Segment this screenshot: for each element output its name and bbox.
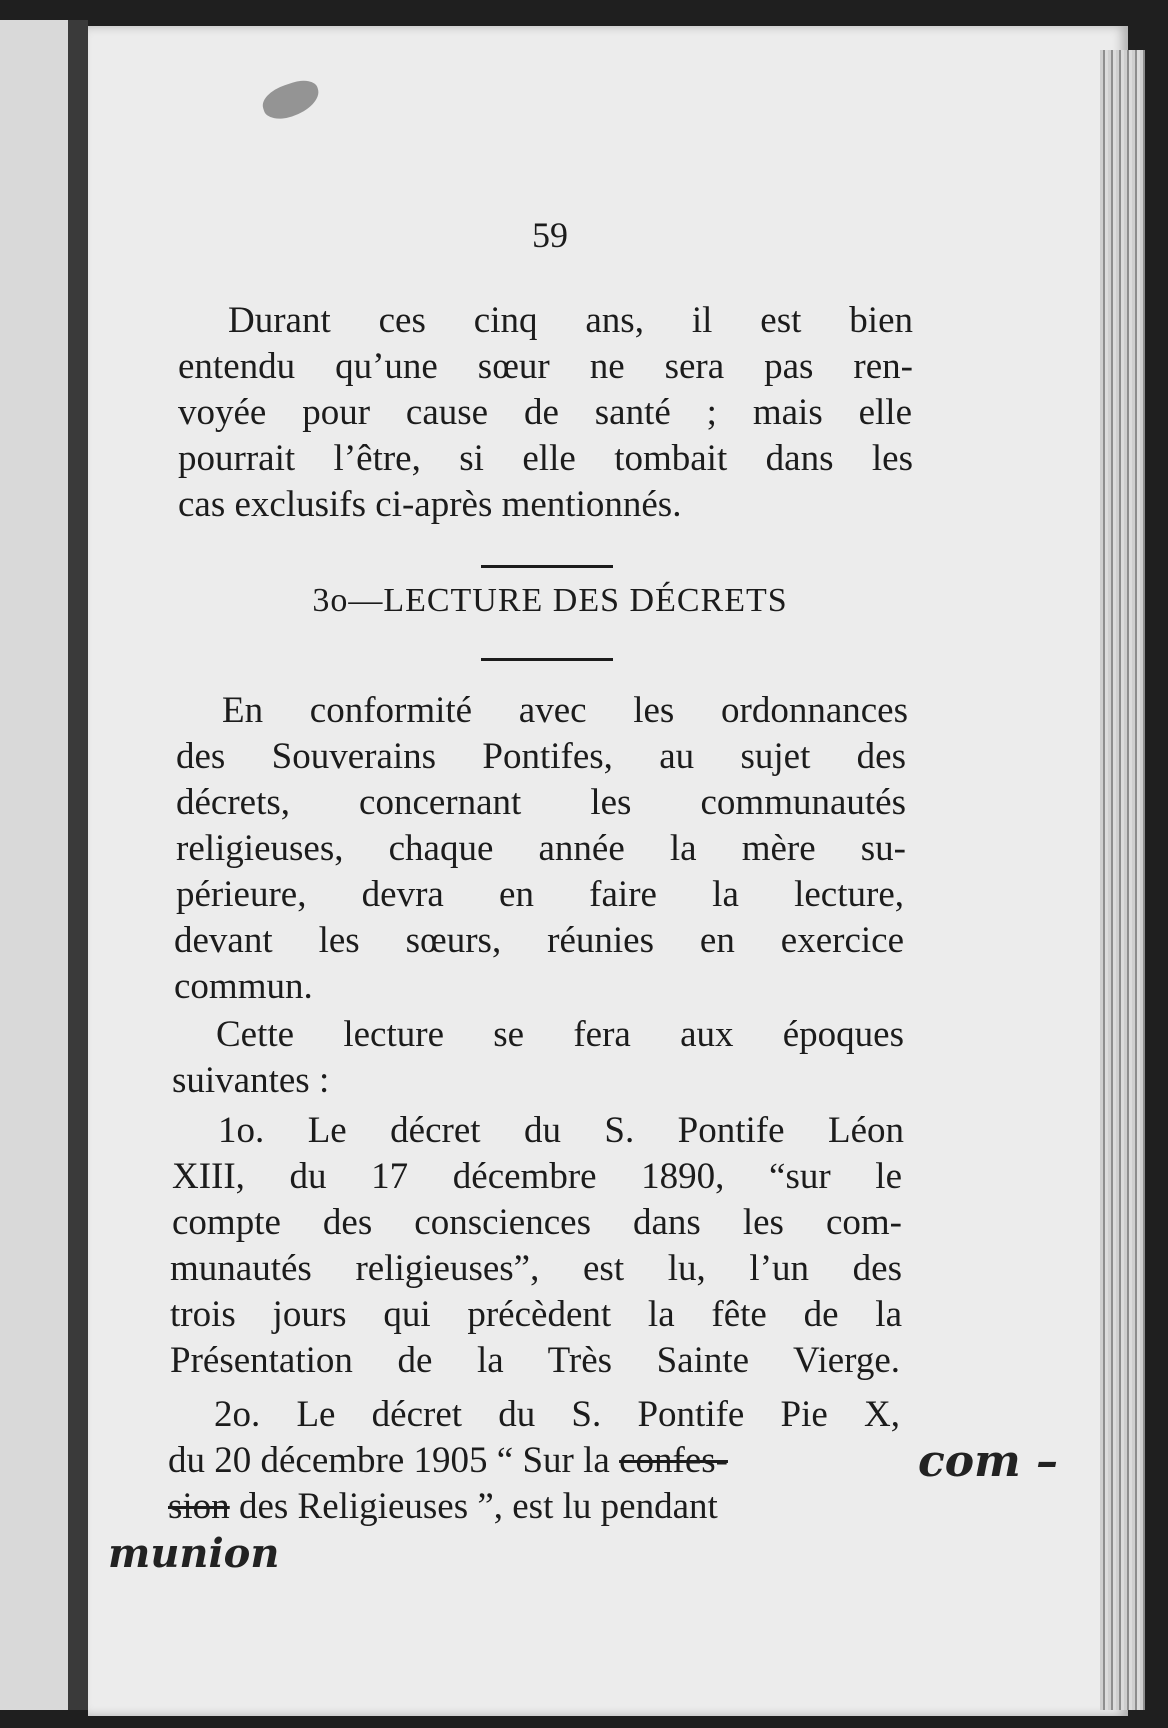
text-line: devant les sœurs, réunies en exercice <box>174 920 904 961</box>
text-line: Durant ces cinq ans, il est bien <box>228 300 913 341</box>
text-segment: du 20 décembre 1905 “ Sur la <box>168 1440 620 1481</box>
text-line: En conformité avec les ordonnances <box>222 690 908 731</box>
text-line: Cette lecture se fera aux époques <box>216 1014 904 1055</box>
text-line: cas exclusifs ci-après mentionnés. <box>178 484 682 525</box>
text-line: pourrait l’être, si elle tombait dans les <box>178 438 913 479</box>
text-line: commun. <box>174 966 313 1007</box>
text-line: 1o. Le décret du S. Pontife Léon <box>218 1110 904 1151</box>
text-line: 2o. Le décret du S. Pontife Pie X, <box>214 1394 900 1435</box>
text-line: trois jours qui précèdent la fête de la <box>170 1294 902 1335</box>
section-heading <box>0 582 1100 620</box>
text-line: compte des consciences dans les com- <box>172 1202 902 1243</box>
page-number: 59 <box>532 215 568 255</box>
text-line <box>168 1484 904 1530</box>
text-line: suivantes : <box>172 1060 330 1101</box>
text-line: décrets, concernant les communautés <box>176 782 906 823</box>
text-line: religieuses, chaque année la mère su- <box>176 828 906 869</box>
text-line: Présentation de la Très Sainte Vierge. <box>170 1340 900 1381</box>
text-line: voyée pour cause de santé ; mais elle <box>178 392 912 433</box>
divider-top <box>481 565 613 568</box>
struck-word: sion <box>168 1486 230 1527</box>
text-line: munautés religieuses”, est lu, l’un des <box>170 1248 902 1289</box>
text-line: des Souverains Pontifes, au sujet des <box>176 736 906 777</box>
text-line: entendu qu’une sœur ne sera pas ren- <box>178 346 913 387</box>
divider-bottom <box>481 658 613 661</box>
text-line: XIII, du 17 décembre 1890, “sur le <box>172 1156 902 1197</box>
text-line <box>168 1438 904 1484</box>
section-title: —LECTURE DES DÉCRETS <box>348 582 788 619</box>
text-segment: des Religieuses ”, est lu pendant <box>229 1486 718 1527</box>
struck-word: confes- <box>619 1440 728 1481</box>
handwritten-correction: com – <box>918 1436 1059 1487</box>
text-line: périeure, devra en faire la lecture, <box>176 874 904 915</box>
handwritten-correction: munion <box>108 1530 280 1577</box>
section-number: 3o <box>312 582 349 619</box>
